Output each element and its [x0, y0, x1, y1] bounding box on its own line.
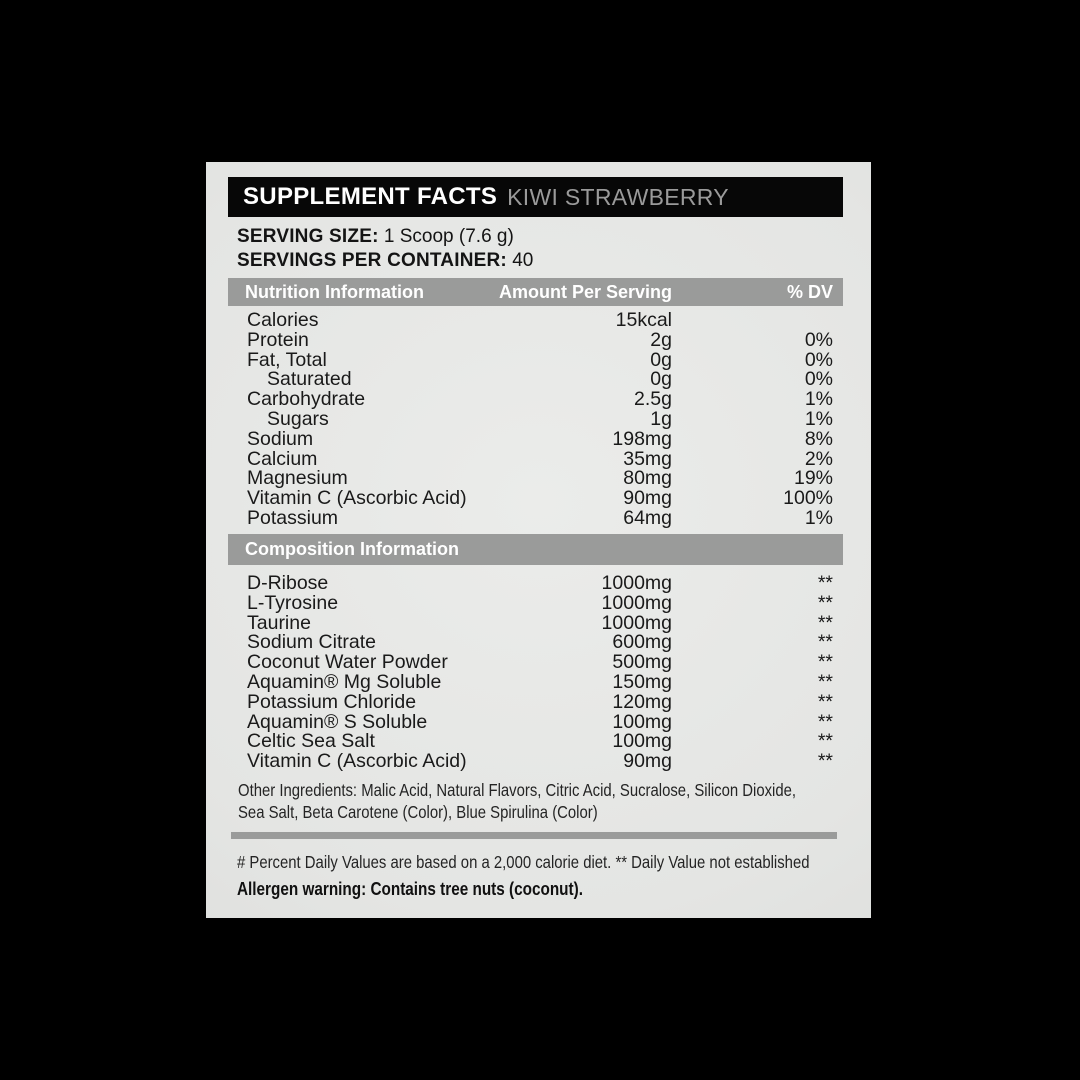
serving-info	[237, 225, 533, 272]
row-dv: **	[817, 611, 833, 634]
table-row	[228, 506, 843, 529]
row-amount: 64mg	[623, 506, 672, 529]
row-dv	[672, 311, 833, 331]
row-dv: 0%	[804, 348, 833, 371]
row-amount: 198mg	[612, 427, 672, 450]
serving-size-label: SERVING SIZE:	[237, 226, 379, 247]
column-nutrition-information: Nutrition Information	[245, 281, 424, 302]
row-label: Sodium	[247, 427, 314, 450]
row-label: Magnesium	[247, 467, 348, 490]
row-dv: **	[817, 591, 833, 614]
row-amount: 1000mg	[601, 572, 672, 594]
allergen-warning: Allergen warning: Contains tree nuts (coconut).	[237, 879, 583, 899]
table-row	[228, 574, 843, 594]
row-amount: 100mg	[612, 710, 672, 733]
table-row	[228, 328, 843, 351]
row-label: Vitamin C (Ascorbic Acid)	[247, 750, 467, 773]
row-amount: 500mg	[612, 651, 672, 674]
nutrition-header-bar	[228, 278, 843, 306]
other-ingredients-line2: Sea Salt, Beta Carotene (Color), Blue Spirulina (Color)	[238, 802, 598, 822]
row-label: Potassium	[247, 506, 339, 529]
row-dv: **	[817, 710, 833, 733]
table-row	[228, 752, 843, 772]
row-dv: **	[817, 572, 833, 594]
table-row	[228, 407, 843, 430]
row-dv: **	[817, 690, 833, 713]
row-label: Carbohydrate	[247, 388, 366, 411]
row-amount: 150mg	[612, 670, 672, 693]
header-bar	[228, 177, 843, 217]
row-label: Coconut Water Powder	[247, 651, 448, 674]
label-title: SUPPLEMENT FACTS	[243, 183, 498, 210]
row-label: Calcium	[247, 447, 318, 470]
row-amount: 2.5g	[634, 388, 672, 411]
column-percent-dv: % DV	[786, 281, 833, 302]
composition-table	[228, 574, 843, 772]
row-dv: 1%	[804, 506, 833, 529]
row-label: D-Ribose	[247, 572, 329, 594]
row-label: Aquamin® Mg Soluble	[247, 670, 442, 693]
row-amount: 600mg	[612, 631, 672, 654]
row-dv: **	[817, 730, 833, 753]
table-row	[228, 653, 843, 673]
supplement-facts-label	[206, 162, 871, 918]
row-dv: **	[817, 631, 833, 654]
table-row	[228, 670, 843, 693]
row-label: L-Tyrosine	[247, 591, 339, 614]
row-amount: 2g	[650, 328, 672, 351]
row-dv: 8%	[804, 427, 833, 450]
row-amount: 100mg	[612, 730, 672, 753]
serving-size-line	[237, 225, 533, 249]
column-amount-per-serving: Amount Per Serving	[498, 281, 672, 302]
row-amount: 80mg	[623, 467, 672, 490]
row-dv: 0%	[804, 368, 833, 391]
composition-header-bar	[228, 534, 843, 565]
row-dv: 1%	[804, 388, 833, 411]
table-row	[228, 591, 843, 614]
row-label: Taurine	[247, 611, 311, 634]
row-label: Celtic Sea Salt	[247, 730, 375, 753]
row-amount: 15kcal	[615, 309, 672, 331]
row-label: Saturated	[267, 368, 352, 391]
table-row	[228, 311, 843, 331]
nutrition-table	[228, 311, 843, 529]
row-label: Sugars	[267, 407, 329, 430]
divider	[231, 832, 837, 839]
serving-size-value: 1 Scoop (7.6 g)	[383, 226, 514, 247]
label-flavor: KIWI STRAWBERRY	[507, 183, 729, 210]
table-row	[228, 489, 843, 509]
row-dv: 19%	[793, 467, 833, 490]
row-label: Calories	[247, 309, 319, 331]
row-amount: 1000mg	[601, 611, 672, 634]
composition-title: Composition Information	[245, 539, 459, 559]
row-amount: 90mg	[623, 487, 672, 510]
row-amount: 1g	[650, 407, 672, 430]
servings-per-container-value: 40	[512, 249, 534, 271]
row-label: Potassium Chloride	[247, 690, 417, 713]
row-label: Protein	[247, 328, 309, 351]
row-amount: 90mg	[623, 750, 672, 773]
table-row	[228, 690, 843, 713]
row-amount: 0g	[650, 368, 672, 391]
row-label: Sodium Citrate	[247, 631, 376, 654]
row-dv: **	[817, 670, 833, 693]
row-dv: **	[817, 750, 833, 773]
row-amount: 120mg	[612, 690, 672, 713]
row-amount: 1000mg	[601, 591, 672, 614]
servings-per-container-label: SERVINGS PER CONTAINER:	[237, 249, 507, 271]
row-amount: 35mg	[623, 447, 672, 470]
table-row	[228, 427, 843, 450]
row-dv: **	[817, 651, 833, 674]
table-row	[228, 390, 843, 410]
other-ingredients-line1: Other Ingredients: Malic Acid, Natural Flavors, Citric Acid, Sucralose, Silicon Dioxide,	[238, 780, 797, 800]
row-label: Aquamin® S Soluble	[247, 710, 428, 733]
dv-footnote: # Percent Daily Values are based on a 2,000 calorie diet. ** Daily Value not established	[237, 852, 810, 872]
servings-per-container-line	[237, 249, 533, 273]
other-ingredients	[238, 779, 895, 823]
row-label: Vitamin C (Ascorbic Acid)	[247, 487, 467, 510]
row-dv: 1%	[804, 407, 833, 430]
row-amount: 0g	[650, 348, 672, 371]
row-dv: 0%	[804, 328, 833, 351]
row-label: Fat, Total	[247, 348, 327, 371]
row-dv: 2%	[804, 447, 833, 470]
row-dv: 100%	[783, 487, 833, 510]
